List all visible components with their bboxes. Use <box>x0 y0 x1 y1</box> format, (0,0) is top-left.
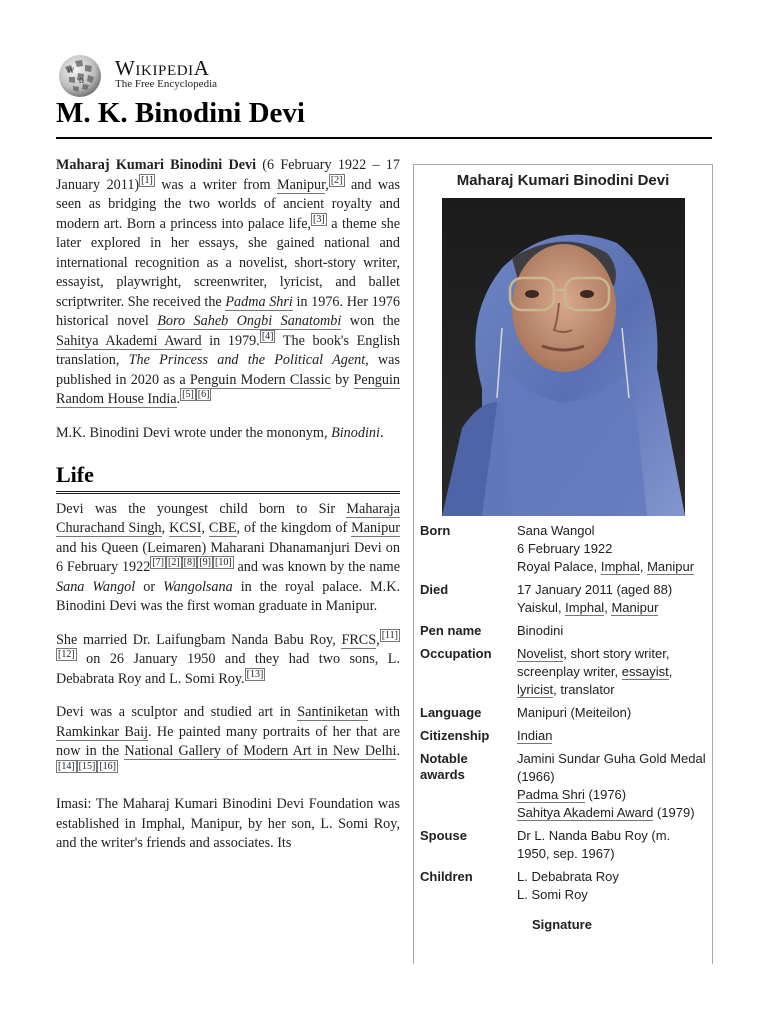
link-imphal[interactable]: Imphal <box>565 600 605 615</box>
infobox-value: Manipuri (Meiteilon) <box>517 705 632 720</box>
link-essayist[interactable]: essayist <box>621 664 669 679</box>
text: , short story writer, screenplay writer, <box>517 646 670 679</box>
link-ngma[interactable]: National Gallery of Modern Art in New Delhi <box>124 743 397 759</box>
text: by <box>330 371 354 388</box>
ref-sup <box>260 330 276 343</box>
text: Imasi: The Maharaj Kumari Binodini Devi Foundation was established in Imphal, Manipur, by her son, L. Somi Roy, and the writer's friends and associates. Its <box>56 796 400 851</box>
link-imphal[interactable]: Imphal <box>600 559 640 574</box>
infobox-row-citizenship <box>414 725 712 748</box>
link-indian[interactable]: Indian <box>517 728 553 743</box>
infobox-value <box>511 748 712 825</box>
text: , <box>201 520 209 536</box>
ref-sup <box>139 174 155 187</box>
infobox-label: Children <box>420 869 473 884</box>
reference-link[interactable]: [7] <box>152 557 164 568</box>
reference-link[interactable]: [11] <box>381 629 398 641</box>
text: or <box>135 578 164 595</box>
text: and was known by the name <box>233 559 400 575</box>
section-heading-life: Life <box>56 465 400 494</box>
reference-link[interactable]: [12] <box>58 649 75 660</box>
text: with <box>368 704 400 720</box>
life-paragraph-1 <box>56 500 400 617</box>
death-place-value <box>517 599 706 617</box>
life-paragraph-2 <box>56 631 400 690</box>
life-paragraph-4 <box>56 795 400 854</box>
text: in the royal palace. M.K. Binodini Devi was the first woman graduate in Manipur. <box>56 578 400 614</box>
reference-link[interactable]: [5] <box>182 389 194 400</box>
infobox-row-language <box>414 702 712 725</box>
text: . <box>379 424 384 441</box>
text: , <box>639 559 648 574</box>
text: , <box>325 176 329 193</box>
book-title: The Princess and the Political Agent <box>128 352 366 368</box>
infobox-label: Language <box>420 705 482 720</box>
link-padma-shri[interactable]: Padma Shri <box>225 293 293 310</box>
death-date-value: 17 January 2011 (aged 88) <box>517 582 673 597</box>
link-padma-shri[interactable]: Padma Shri <box>517 787 585 802</box>
link-sahitya-akademi-award[interactable]: Sahitya Akademi Award <box>56 332 202 349</box>
reference-link[interactable]: [13] <box>246 668 264 680</box>
life-paragraph-3 <box>56 703 400 781</box>
ref-sup <box>245 668 266 681</box>
svg-text:Ω: Ω <box>79 78 84 85</box>
infobox-value <box>511 643 712 702</box>
text: (6 February 1922 – 17 January 2011) <box>56 157 400 193</box>
birth-place-value <box>517 558 706 576</box>
ref-sup <box>56 760 118 773</box>
reference-link[interactable]: [10] <box>215 557 232 568</box>
portrait-photo[interactable] <box>442 198 685 516</box>
text: , <box>376 631 380 648</box>
subject-name: Maharaj Kumari Binodini Devi <box>56 157 257 173</box>
svg-text:W: W <box>67 67 75 75</box>
text: . He painted many portraits of her that are now in the <box>56 723 400 759</box>
birth-name-value: Sana Wangol <box>517 523 595 538</box>
link-ramkinkar-baij[interactable]: Ramkinkar Baij <box>56 723 149 740</box>
text: , <box>604 600 612 615</box>
reference-link[interactable]: [2] <box>330 174 343 186</box>
wordmark-initial: W <box>115 56 136 80</box>
text: a theme she later explored in her essays, she gained national and international recognition as a novelist, short-story writer, essayist, playwright, screenwriter, lyricist, and ballet scriptwriter. She received the <box>56 215 400 310</box>
award-item <box>517 786 706 804</box>
text: was a writer from <box>154 176 277 193</box>
infobox <box>413 164 713 964</box>
link-kcsi[interactable]: KCSI <box>169 520 202 536</box>
link-penguin-random-house[interactable]: Penguin Random House India <box>56 371 401 407</box>
infobox-label: Pen name <box>420 623 482 638</box>
infobox-value: Dr L. Nanda Babu Roy (m. 1950, sep. 1967) <box>517 828 671 861</box>
ref-sup <box>329 174 345 187</box>
infobox-label: Born <box>420 523 451 538</box>
title-divider <box>56 137 712 139</box>
infobox-value <box>511 520 712 579</box>
wikipedia-globe-logo[interactable] <box>55 53 107 99</box>
reference-link[interactable]: [14] <box>58 760 75 772</box>
text: Devi was a sculptor and studied art in <box>56 704 298 720</box>
link-manipur[interactable]: Manipur <box>611 600 659 615</box>
text: She married Dr. Laifungbam Nanda Babu Roy, <box>56 631 342 648</box>
birth-name: Sana Wangol <box>56 578 136 595</box>
alt-name: Wangolsana <box>163 578 233 595</box>
text: . <box>176 391 181 407</box>
child-item: L. Somi Roy <box>517 887 588 902</box>
reference-link[interactable]: [3] <box>313 213 325 225</box>
infobox-row-pen-name <box>414 620 712 643</box>
text: . <box>396 743 400 759</box>
text: in 1979. <box>201 332 260 349</box>
link-cbe[interactable]: CBE <box>208 520 237 536</box>
infobox-label: Died <box>420 582 449 597</box>
article-body <box>56 156 400 868</box>
link-manipur[interactable]: Manipur <box>351 520 401 536</box>
text: Royal Palace, <box>517 559 601 574</box>
infobox-label: Citizenship <box>420 728 490 743</box>
link-novel[interactable]: Boro Saheb Ongbi Sanatombi <box>157 313 342 329</box>
infobox-table <box>414 520 712 907</box>
infobox-value <box>511 866 712 907</box>
link-santiniketan[interactable]: Santiniketan <box>297 704 369 720</box>
link-sahitya-akademi-award[interactable]: Sahitya Akademi Award <box>517 805 654 820</box>
reference-link[interactable]: [9] <box>199 557 212 568</box>
intro-paragraph-1 <box>56 156 400 410</box>
infobox-value <box>511 725 712 748</box>
link-penguin-modern-classic[interactable]: Penguin Modern Classic <box>189 371 331 388</box>
text: The book's English translation, <box>56 332 400 368</box>
mononym: Binodini <box>331 424 380 441</box>
link-novelist[interactable]: Novelist <box>517 646 564 661</box>
signature-label: Signature <box>532 917 592 932</box>
text: Yaiskul, <box>517 600 566 615</box>
text: and his Queen (Leimaren) Maharani Dhanamanjuri Devi on 6 February 1922 <box>56 539 400 575</box>
text: , <box>668 664 673 679</box>
wikipedia-tagline: The Free Encyclopedia <box>115 78 218 90</box>
infobox-row-spouse <box>414 825 712 866</box>
infobox-row-children <box>414 866 712 907</box>
birth-date-value: 6 February 1922 <box>517 541 613 556</box>
text: , translator <box>553 682 615 697</box>
award-item <box>517 804 706 822</box>
text: won the <box>341 313 400 329</box>
wordmark-final: A <box>193 56 210 80</box>
infobox-label: Spouse <box>420 828 467 843</box>
text: (1976) <box>584 787 627 802</box>
infobox-label: Notable awards <box>420 751 468 782</box>
intro-paragraph-2 <box>56 424 400 444</box>
text: on 26 January 1950 and they had two sons, L. Debabrata Roy and L. Somi Roy. <box>56 651 400 687</box>
text: M.K. Binodini Devi wrote under the mononym, <box>56 424 332 441</box>
wordmark-smallcaps: IKIPEDI <box>135 63 194 79</box>
infobox-label: Occupation <box>420 646 492 661</box>
infobox-row-occupation <box>414 643 712 702</box>
text: (1979) <box>653 805 695 820</box>
link-churachand-singh[interactable]: Maharaja Churachand Singh <box>56 500 400 536</box>
infobox-row-born <box>414 520 712 579</box>
link-lyricist[interactable]: lyricist <box>517 682 554 697</box>
text: , <box>161 520 170 536</box>
child-item: L. Debabrata Roy <box>517 869 619 884</box>
reference-link[interactable]: [1] <box>141 174 153 186</box>
reference-link[interactable]: [4] <box>261 330 274 342</box>
link-manipur[interactable]: Manipur <box>647 559 695 574</box>
page-title: M. K. Binodini Devi <box>56 97 305 129</box>
ref-sup <box>150 556 233 569</box>
reference-link[interactable]: [8] <box>183 557 196 568</box>
reference-link[interactable]: [6] <box>197 389 210 400</box>
ref-sup <box>311 213 327 226</box>
infobox-value <box>511 579 712 620</box>
reference-link[interactable]: [2] <box>168 557 180 568</box>
text: Devi was the youngest child born to Sir <box>56 500 347 517</box>
infobox-row-died <box>414 579 712 620</box>
text: in 1976. Her 1976 historical novel <box>56 293 400 329</box>
link-frcs[interactable]: FRCS <box>341 631 377 648</box>
infobox-caption: Maharaj Kumari Binodini Devi <box>456 172 670 189</box>
ref-sup <box>180 388 211 401</box>
infobox-value: Binodini <box>517 623 564 638</box>
infobox-row-awards <box>414 748 712 825</box>
text: and was seen as bridging the two worlds of ancient royalty and modern art. Born a princess into palace life, <box>56 176 400 232</box>
text: , was published in 2020 as a <box>56 352 400 388</box>
reference-link[interactable]: [16] <box>99 760 117 772</box>
reference-link[interactable]: [15] <box>78 760 96 772</box>
link-manipur[interactable]: Manipur <box>276 176 326 193</box>
text: , of the kingdom of <box>236 520 352 536</box>
award-item: Jamini Sundar Guha Gold Medal (1966) <box>517 751 706 784</box>
